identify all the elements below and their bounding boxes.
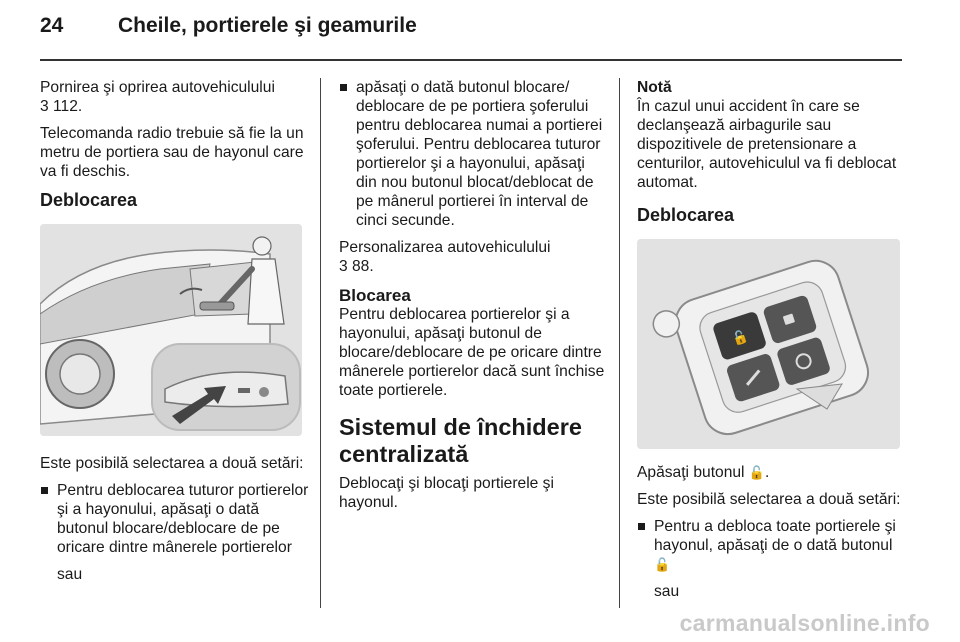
svg-text:🔓: 🔓 xyxy=(730,328,751,348)
chapter-heading: Sistemul de închidere centralizată xyxy=(339,414,582,467)
text: Pornirea şi oprirea autovehiculului xyxy=(40,79,275,96)
text: . xyxy=(765,464,770,481)
bullet-text: Pentru deblocarea tuturor portierelor şi a hayonului, apăsaţi o dată butonul blocare/deblocare de pe oricare dintre mânerele portierelor xyxy=(57,482,309,556)
page-reference: 3 112. xyxy=(40,98,83,115)
bullet-text: Pentru a debloca toate portierele şi hayonul, apăsaţi de o dată butonul xyxy=(654,518,896,554)
unlock-icon: 🔓 xyxy=(748,465,766,480)
unlock-icon: 🔓 xyxy=(654,557,671,572)
column-divider xyxy=(320,78,321,608)
column-divider xyxy=(619,78,620,608)
paragraph xyxy=(339,238,607,276)
remote-key-image xyxy=(637,239,900,449)
note-text: În cazul unui accident în care se declanşează airbagurile sau dispozitivele de pretensionare a centurilor, autovehiculul va fi deblocat automat. xyxy=(637,98,897,191)
or-text: sau xyxy=(654,583,680,600)
column-middle xyxy=(339,78,607,520)
section-heading: Blocarea xyxy=(339,286,411,305)
page-reference: 3 88. xyxy=(339,258,374,275)
note-label: Notă xyxy=(637,79,672,96)
page-number: 24 xyxy=(40,14,64,37)
or-text: sau xyxy=(57,566,83,583)
car-door-handle-illustration xyxy=(40,224,302,436)
paragraph: Este posibilă selectarea a două setări: xyxy=(637,491,901,508)
page-title: Cheile, portierele şi geamurile xyxy=(118,14,417,37)
bullet-text: apăsaţi o dată butonul blocare/ deblocare de pe portiera şoferului pentru deblocarea numai a portierei şoferului. Pentru deblocarea tuturor portierelor şi a hayonului, apăsaţi din nou butonul blocat/deblocat de pe mânerul portierei în interval de cinci secunde. xyxy=(356,79,603,229)
bullet-item xyxy=(637,517,905,574)
paragraph: Telecomanda radio trebuie să fie la un metru de portiera sau de hayonul care va fi deschis. xyxy=(40,125,304,180)
section-heading: Deblocarea xyxy=(637,205,735,225)
bullet-marker xyxy=(638,523,645,530)
section-heading: Deblocarea xyxy=(40,190,138,210)
bullet-marker xyxy=(41,487,48,494)
paragraph: Pentru deblocarea portierelor şi a hayonului, apăsaţi butonul de blocare/deblocare de pe oricare dintre mânerele portierelor dacă sunt închise toate portierele. xyxy=(339,306,605,399)
text: Apăsaţi butonul xyxy=(637,464,745,481)
remote-key-illustration xyxy=(637,239,900,449)
column-left xyxy=(40,78,310,584)
paragraph xyxy=(637,463,905,482)
paragraph xyxy=(40,78,310,116)
bullet-marker xyxy=(340,84,347,91)
text: Personalizarea autovehiculului xyxy=(339,239,551,256)
paragraph: Deblocaţi şi blocaţi portierele şi hayonul. xyxy=(339,475,554,511)
header-divider xyxy=(40,59,902,61)
paragraph: Este posibilă selectarea a două setări: xyxy=(40,455,304,472)
door-handle-image xyxy=(40,224,302,436)
bullet-item xyxy=(40,481,310,557)
bullet-item xyxy=(339,78,607,230)
column-right xyxy=(637,78,905,601)
watermark: carmanualsonline.info xyxy=(679,610,930,636)
